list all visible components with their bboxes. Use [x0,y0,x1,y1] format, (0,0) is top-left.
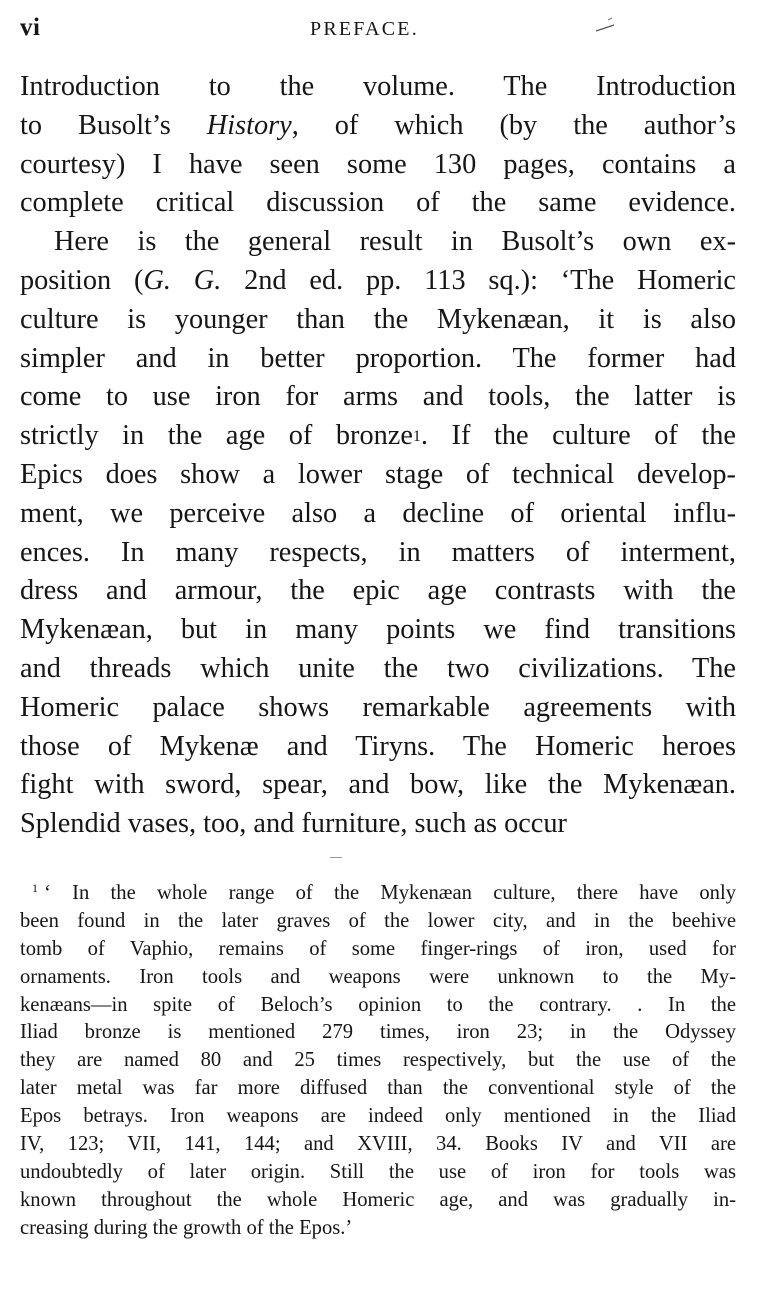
text-run: to Busolt’s [20,109,207,141]
body-line [20,68,736,107]
body-line [20,650,736,689]
body-line [20,340,736,379]
text-run: courtesy) I have seen some 130 pages, contains a [20,148,736,180]
body-line [20,805,736,844]
footnote-reference: 1 [412,428,421,446]
footnote-line [20,1019,736,1047]
text-run: strictly in the age of bronze [20,420,413,452]
footnote-line [20,1215,736,1243]
body-line [20,611,736,650]
footnote-line [20,1075,736,1103]
text-run: Homeric palace shows remarkable agreements with [20,691,736,723]
body-line [20,378,736,417]
body-line [20,689,736,728]
italic-text: History [206,109,292,141]
body-line [20,766,736,805]
running-title: PREFACE. [310,18,419,40]
text-run: fight with sword, spear, and bow, like the Mykenæan. [20,769,736,801]
text-run: Epics does show a lower stage of technical develop- [20,458,736,490]
footnote-line [20,992,736,1020]
body-line [20,534,736,573]
text-run: 2nd ed. pp. 113 sq.): ‘The Homeric [221,264,736,296]
body-line [20,495,736,534]
body-line [20,417,736,456]
italic-text: G. G. [143,264,222,296]
footnote-text: creasing during the growth of the Epos.’ [20,1216,353,1239]
body-line [20,572,736,611]
text-run: ences. In many respects, in matters of interment, [20,536,736,568]
footnote-line [20,1047,736,1075]
text-run: , of which (by the author’s [291,109,736,141]
footnote [20,880,736,1243]
footnote-marker: 1 [32,881,38,895]
footnote-text: known throughout the whole Homeric age, and was gradually in- [20,1188,736,1211]
footnote-text: later metal was far more diffused than the conventional style of the [20,1077,736,1100]
running-head [0,12,759,48]
body-line [20,301,736,340]
footnote-line [20,1131,736,1159]
footnote-text: been found in the later graves of the lower city, and in the beehive [20,909,736,932]
ink-smudge-mark [594,16,616,34]
footnote-text: Epos betrays. Iron weapons are indeed only mentioned in the Iliad [20,1105,736,1128]
text-run: dress and armour, the epic age contrasts with the [20,575,736,607]
footnote-text: ‘ In the whole range of the Mykenæan culture, there have only [44,882,736,904]
footnote-line [20,1187,736,1215]
text-run: position ( [20,264,144,296]
text-run: ment, we perceive also a decline of oriental influ- [20,497,736,529]
footnote-text: kenæans—in spite of Beloch’s opinion to the contrary. . In the [20,993,736,1016]
footnote-line [20,880,736,908]
text-run: . If the culture of the [420,420,736,452]
body-line [20,456,736,495]
body-line [20,184,736,223]
body-line [20,728,736,767]
body-line [20,146,736,185]
text-run: Splendid vases, too, and furniture, such as occur [20,808,567,840]
text-run: those of Mykenæ and Tiryns. The Homeric heroes [20,730,736,762]
text-run: Here is the general result in Busolt’s own ex- [54,226,736,258]
text-run: simpler and in better proportion. The former had [20,342,736,374]
footnote-text: they are named 80 and 25 times respectively, but the use of the [20,1049,736,1072]
footnote-text: tomb of Vaphio, remains of some finger-rings of iron, used for [20,937,736,960]
footnote-text: ornaments. Iron tools and weapons were unknown to the My- [20,965,736,988]
footnote-text: Iliad bronze is mentioned 279 times, iron 23; in the Odyssey [20,1021,736,1044]
text-run: culture is younger than the Mykenæan, it is also [20,303,736,335]
footnote-line [20,1159,736,1187]
footnote-line [20,1103,736,1131]
footnote-line [20,936,736,964]
body-text [20,68,736,844]
body-line [20,223,736,262]
body-line [20,262,736,301]
body-line [20,107,736,146]
text-run: Mykenæan, but in many points we find transitions [20,614,736,646]
text-run: and threads which unite the two civilizations. The [20,652,736,684]
footnote-line [20,964,736,992]
footnote-text: IV, 123; VII, 141, 144; and XVIII, 34. Books IV and VII are [20,1133,736,1156]
footnote-rule [330,857,342,858]
page-number: vi [20,14,41,41]
footnote-line [20,908,736,936]
text-run: complete critical discussion of the same evidence. [20,187,736,219]
footnote-text: undoubtedly of later origin. Still the use of iron for tools was [20,1160,736,1183]
text-run: come to use iron for arms and tools, the latter is [20,381,736,413]
text-run: Introduction to the volume. The Introduction [20,71,736,102]
